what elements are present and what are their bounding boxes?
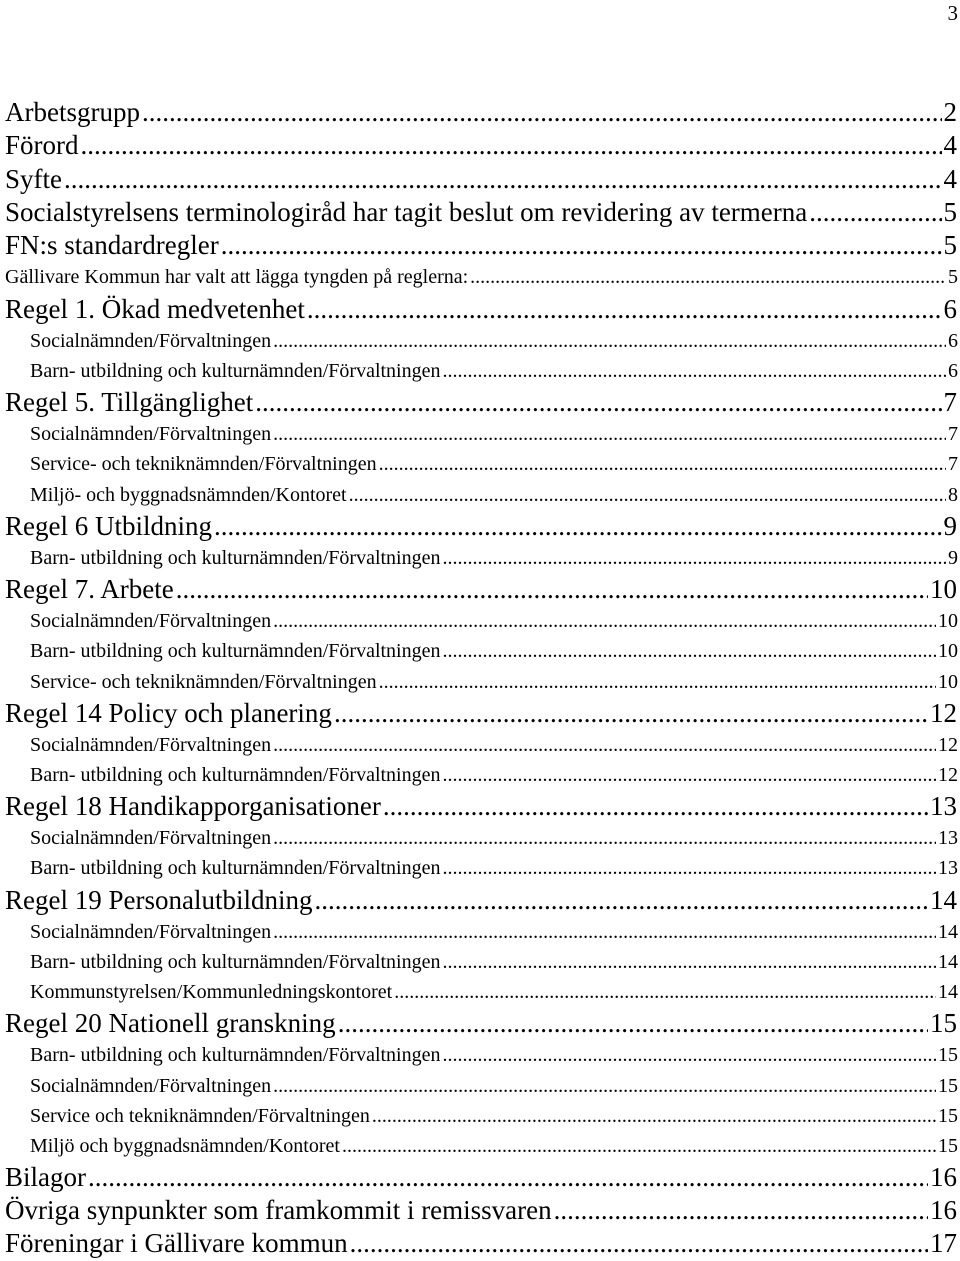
toc-entry-row [5, 790, 957, 823]
toc-entry-page: 14 [938, 981, 958, 1004]
dot-leader [81, 129, 942, 162]
toc-entry-page: 13 [930, 791, 957, 822]
dot-leader [142, 96, 942, 129]
toc-entry-row [5, 1161, 957, 1194]
toc-entry[interactable] [0, 1131, 960, 1161]
toc-entry-row [5, 96, 957, 129]
toc-entry-row [5, 386, 957, 419]
toc-entry-title: Förord [5, 130, 79, 161]
toc-entry-page: 7 [948, 423, 958, 446]
toc-entry-title: Service- och tekniknämnden/Förvaltningen [30, 670, 377, 693]
dot-leader [273, 730, 936, 760]
dot-leader [307, 293, 942, 326]
toc-entry[interactable] [0, 129, 960, 162]
toc-entry[interactable] [0, 947, 960, 977]
toc-entry-page: 12 [930, 697, 957, 728]
toc-entry[interactable] [0, 449, 960, 479]
toc-entry-title: Socialstyrelsens terminologiråd har tagit beslut om revidering av termerna [5, 196, 808, 227]
toc-entry[interactable] [0, 1227, 960, 1260]
toc-entry-page: 5 [943, 230, 957, 261]
toc-entry[interactable] [0, 760, 960, 790]
toc-entry-title: Miljö och byggnadsnämnden/Kontoret [30, 1134, 340, 1157]
toc-entry-page: 14 [938, 920, 958, 943]
dot-leader [221, 229, 942, 262]
dot-leader [350, 1227, 928, 1260]
toc-entry[interactable] [0, 543, 960, 573]
dot-leader [273, 419, 946, 449]
toc-entry-page: 4 [943, 130, 957, 161]
toc-entry-page: 13 [938, 827, 958, 850]
dot-leader [314, 884, 928, 917]
dot-leader [379, 449, 946, 479]
toc-entry-page: 10 [938, 640, 958, 663]
toc-entry-row [30, 1040, 958, 1070]
dot-leader [273, 823, 936, 853]
toc-entry-title: Övriga synpunkter som framkommit i remissvaren [5, 1195, 552, 1226]
toc-entry-row [30, 917, 958, 947]
toc-entry[interactable] [0, 163, 960, 196]
toc-entry-page: 14 [938, 950, 958, 973]
dot-leader [214, 510, 942, 543]
toc-entry-page: 15 [938, 1104, 958, 1127]
toc-entry-row [30, 853, 958, 883]
toc-entry[interactable] [0, 917, 960, 947]
dot-leader [255, 386, 941, 419]
toc-entry-row [30, 730, 958, 760]
dot-leader [273, 1071, 936, 1101]
toc-entry-title: Regel 14 Policy och planering [5, 697, 332, 728]
toc-entry-title: Regel 1. Ökad medvetenhet [5, 293, 305, 324]
toc-entry-page: 7 [948, 453, 958, 476]
toc-entry[interactable] [0, 884, 960, 917]
dot-leader [443, 760, 937, 790]
toc-entry-title: Barn- utbildning och kulturnämnden/Förvaltningen [30, 857, 441, 880]
toc-entry-row [5, 196, 957, 229]
toc-entry-page: 7 [943, 387, 957, 418]
toc-entry-title: Socialnämnden/Förvaltningen [30, 920, 272, 943]
toc-entry[interactable] [0, 667, 960, 697]
toc-entry-title: Regel 5. Tillgänglighet [5, 387, 254, 418]
toc-entry-page: 6 [943, 293, 957, 324]
toc-entry-title: Bilagor [5, 1161, 86, 1192]
toc-entry-page: 10 [938, 610, 958, 633]
toc-entry-row [30, 449, 958, 479]
toc-entry-page: 8 [948, 483, 958, 506]
dot-leader [273, 606, 936, 636]
toc-entry-page: 4 [943, 163, 957, 194]
toc-entry-title: Regel 19 Personalutbildning [5, 884, 313, 915]
toc-entry-row [5, 510, 957, 543]
toc-entry-title: Barn- utbildning och kulturnämnden/Förvaltningen [30, 1044, 441, 1067]
toc-entry[interactable] [0, 790, 960, 823]
toc-entry-page: 6 [948, 359, 958, 382]
toc-entry-row [5, 129, 957, 162]
toc-entry-title: Regel 7. Arbete [5, 574, 174, 605]
toc-entry-page: 17 [930, 1228, 957, 1259]
toc-entry-row [5, 1227, 957, 1260]
toc-entry-page: 2 [943, 97, 957, 127]
toc-entry-row [5, 229, 957, 262]
toc-entry-title: Miljö- och byggnadsnämnden/Kontoret [30, 483, 347, 506]
toc-entry-title: Service och tekniknämnden/Förvaltningen [30, 1104, 370, 1127]
toc-entry-row [30, 1101, 958, 1131]
toc-entry[interactable] [0, 96, 960, 129]
dot-leader [338, 1007, 928, 1040]
toc-entry[interactable] [0, 1161, 960, 1194]
toc-entry-row [30, 823, 958, 853]
toc-entry-title: Regel 6 Utbildning [5, 510, 212, 541]
toc-entry[interactable] [0, 606, 960, 636]
toc-entry-page: 5 [943, 196, 957, 227]
toc-entry[interactable] [0, 977, 960, 1007]
toc-entry[interactable] [0, 262, 960, 292]
toc-entry[interactable] [0, 229, 960, 262]
toc-entry-title: Socialnämnden/Förvaltningen [30, 1074, 272, 1097]
dot-leader [349, 480, 946, 510]
toc-entry-title: Regel 18 Handikapporganisationer [5, 791, 381, 822]
toc-entry[interactable] [0, 356, 960, 386]
toc-entry-row [5, 262, 958, 292]
toc-entry-title: Syfte [5, 163, 62, 194]
toc-entry-row [30, 667, 958, 697]
toc-entry-page: 15 [938, 1044, 958, 1067]
toc-entry[interactable] [0, 293, 960, 326]
toc-entry[interactable] [0, 1040, 960, 1070]
toc-entry-row [30, 1071, 958, 1101]
dot-leader [176, 573, 928, 606]
dot-leader [443, 1040, 937, 1070]
toc-entry-row [30, 480, 958, 510]
toc-entry-title: Arbetsgrupp [5, 97, 140, 127]
toc-entry-row [30, 1131, 958, 1161]
toc-entry[interactable] [0, 326, 960, 356]
dot-leader [443, 543, 947, 573]
toc-entry-row [5, 884, 957, 917]
toc-entry-title: Barn- utbildning och kulturnämnden/Förvaltningen [30, 546, 441, 569]
toc-entry-page: 15 [938, 1134, 958, 1157]
toc-entry-row [30, 636, 958, 666]
toc-entry[interactable] [0, 636, 960, 666]
toc-entry-page: 12 [938, 733, 958, 756]
toc-entry[interactable] [0, 697, 960, 730]
table-of-contents [0, 96, 960, 1261]
toc-entry[interactable] [0, 480, 960, 510]
dot-leader [379, 667, 936, 697]
dot-leader [372, 1101, 936, 1131]
toc-entry-row [5, 573, 957, 606]
toc-entry-row [30, 947, 958, 977]
toc-entry-title: Socialnämnden/Förvaltningen [30, 329, 272, 352]
toc-entry-title: Regel 20 Nationell granskning [5, 1008, 336, 1039]
toc-entry-title: Barn- utbildning och kulturnämnden/Förvaltningen [30, 359, 441, 382]
toc-entry-row [30, 543, 958, 573]
toc-entry[interactable] [0, 573, 960, 606]
dot-leader [394, 977, 936, 1007]
toc-entry-page: 15 [938, 1074, 958, 1097]
toc-entry-page: 9 [943, 510, 957, 541]
toc-entry[interactable] [0, 196, 960, 229]
toc-entry-page: 6 [948, 329, 958, 352]
dot-leader [443, 356, 947, 386]
toc-entry-row [30, 977, 958, 1007]
toc-entry-row [30, 419, 958, 449]
dot-leader [342, 1131, 936, 1161]
dot-leader [554, 1194, 928, 1227]
toc-entry[interactable] [0, 853, 960, 883]
toc-entry-row [30, 356, 958, 386]
dot-leader [383, 790, 928, 823]
toc-entry-page: 10 [938, 670, 958, 693]
toc-entry-title: Barn- utbildning och kulturnämnden/Förvaltningen [30, 764, 441, 786]
toc-entry[interactable] [0, 1194, 960, 1227]
toc-entry-title: Socialnämnden/Förvaltningen [30, 733, 272, 756]
toc-entry-row [30, 760, 958, 790]
dot-leader [470, 262, 946, 292]
toc-entry-title: Service- och tekniknämnden/Förvaltningen [30, 453, 377, 476]
toc-entry-row [5, 697, 957, 730]
dot-leader [64, 163, 942, 196]
page-number: 3 [947, 1, 958, 25]
toc-entry[interactable] [0, 730, 960, 760]
toc-entry-title: Föreningar i Gällivare kommun [5, 1228, 348, 1259]
dot-leader [809, 196, 941, 229]
toc-entry-row [5, 293, 957, 326]
toc-entry-page: 13 [938, 857, 958, 880]
toc-entry-title: Gällivare Kommun har valt att lägga tyngden på reglerna: [5, 266, 469, 289]
toc-entry-page: 5 [948, 266, 958, 289]
toc-entry-title: Socialnämnden/Förvaltningen [30, 827, 272, 850]
toc-entry-page: 16 [930, 1161, 957, 1192]
toc-entry-row [30, 326, 958, 356]
toc-entry[interactable] [0, 386, 960, 419]
toc-entry-title: Kommunstyrelsen/Kommunledningskontoret [30, 981, 393, 1004]
toc-entry-page: 14 [930, 884, 957, 915]
dot-leader [273, 326, 946, 356]
toc-entry-page: 16 [930, 1195, 957, 1226]
dot-leader [443, 853, 937, 883]
dot-leader [443, 947, 937, 977]
toc-entry-row [30, 606, 958, 636]
dot-leader [443, 636, 937, 666]
toc-entry-row [5, 1194, 957, 1227]
dot-leader [273, 917, 936, 947]
dot-leader [334, 697, 928, 730]
toc-entry[interactable] [0, 1101, 960, 1131]
toc-entry[interactable] [0, 1007, 960, 1040]
toc-entry[interactable] [0, 823, 960, 853]
toc-entry-title: Barn- utbildning och kulturnämnden/Förvaltningen [30, 950, 441, 973]
toc-entry-page: 12 [938, 764, 958, 786]
toc-entry-page: 10 [930, 574, 957, 605]
toc-entry[interactable] [0, 510, 960, 543]
toc-entry-page: 15 [930, 1008, 957, 1039]
toc-entry-title: Socialnämnden/Förvaltningen [30, 423, 272, 446]
toc-entry-row [5, 1007, 957, 1040]
toc-entry-row [5, 163, 957, 196]
toc-entry[interactable] [0, 1071, 960, 1101]
toc-entry-title: Barn- utbildning och kulturnämnden/Förvaltningen [30, 640, 441, 663]
toc-entry-title: Socialnämnden/Förvaltningen [30, 610, 272, 633]
toc-entry[interactable] [0, 419, 960, 449]
toc-entry-title: FN:s standardregler [5, 230, 219, 261]
toc-entry-page: 9 [948, 546, 958, 569]
dot-leader [88, 1161, 928, 1194]
